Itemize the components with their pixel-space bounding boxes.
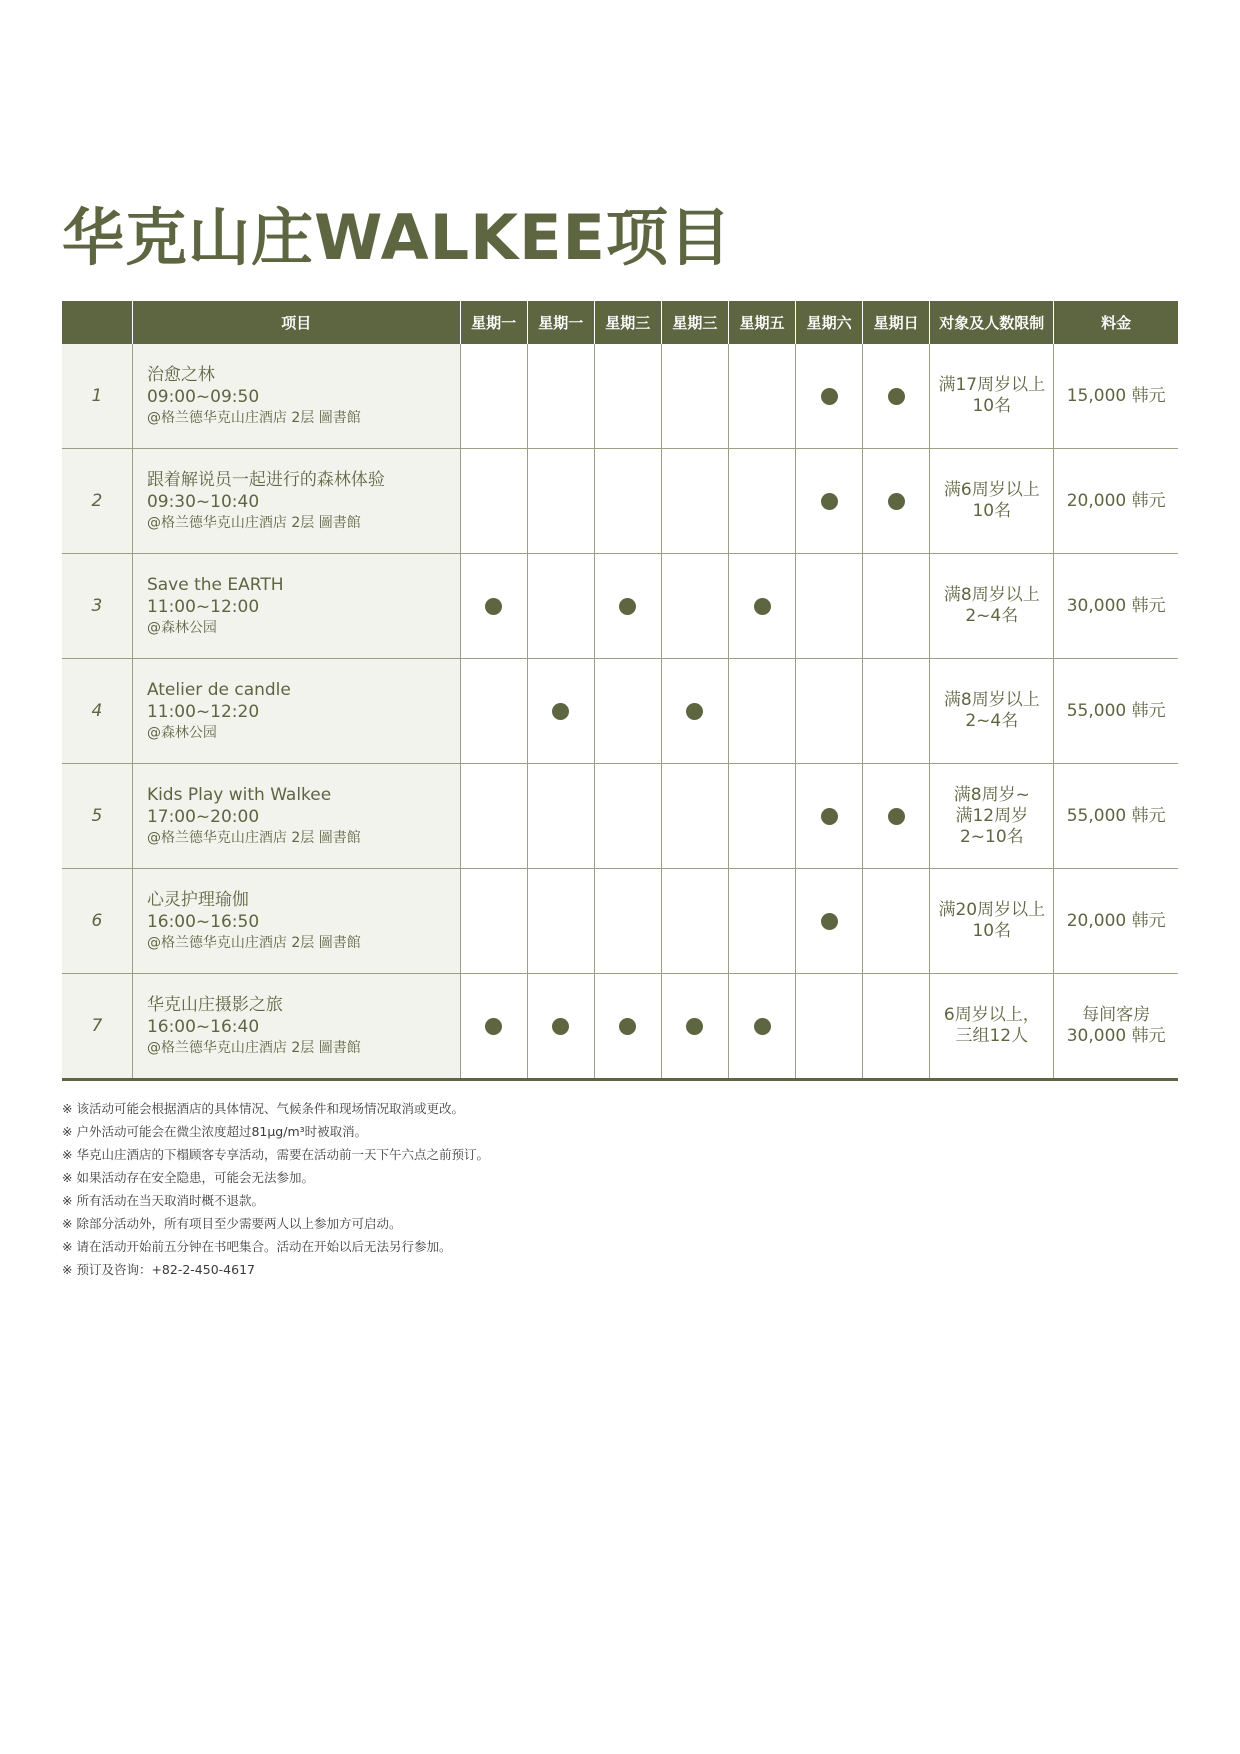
day-cell-3	[594, 974, 661, 1080]
available-dot-icon	[686, 1018, 703, 1035]
limit-text: 三组12人	[955, 1026, 1029, 1046]
day-cell-1	[460, 554, 527, 659]
program-name: Atelier de candle	[146, 680, 291, 700]
fee-cell	[1054, 974, 1178, 1080]
day-cell-3	[594, 344, 661, 449]
available-dot-icon	[821, 388, 838, 405]
header-program: 项目	[132, 301, 460, 344]
program-location: @格兰德华克山庄酒店 2层 圖書館	[146, 1040, 361, 1056]
day-cell-3	[594, 869, 661, 974]
day-cell-7	[863, 659, 930, 764]
header-limit: 对象及人数限制	[930, 301, 1054, 344]
day-cell-7	[863, 974, 930, 1080]
program-name: Kids Play with Walkee	[146, 785, 332, 805]
day-cell-1	[460, 449, 527, 554]
fee-cell	[1054, 764, 1178, 869]
program-name: 华克山庄摄影之旅	[146, 995, 283, 1015]
day-cell-1	[460, 344, 527, 449]
table-row	[62, 869, 1178, 974]
day-cell-3	[594, 764, 661, 869]
day-cell-2	[527, 974, 594, 1080]
day-cell-7	[863, 449, 930, 554]
table-row	[62, 764, 1178, 869]
limit-cell	[930, 449, 1054, 554]
limit-text: 满17周岁以上	[938, 375, 1046, 395]
available-dot-icon	[888, 388, 905, 405]
day-cell-2	[527, 344, 594, 449]
notes-list	[62, 1097, 489, 1281]
program-cell	[132, 764, 460, 869]
program-location: @格兰德华克山庄酒店 2层 圖書館	[146, 515, 361, 531]
available-dot-icon	[552, 703, 569, 720]
row-number: 7	[62, 974, 132, 1080]
day-cell-4	[661, 869, 728, 974]
day-cell-6	[796, 449, 863, 554]
limit-cell	[930, 554, 1054, 659]
available-dot-icon	[485, 598, 502, 615]
program-cell	[132, 659, 460, 764]
day-cell-5	[728, 449, 795, 554]
program-time: 09:00~09:50	[146, 387, 260, 407]
table-row	[62, 344, 1178, 449]
program-time: 16:00~16:40	[146, 1017, 260, 1037]
table-row	[62, 659, 1178, 764]
day-cell-5	[728, 344, 795, 449]
available-dot-icon	[821, 493, 838, 510]
schedule-table	[62, 301, 1178, 1081]
day-cell-1	[460, 869, 527, 974]
limit-text: 6周岁以上，	[943, 1005, 1040, 1025]
fee-cell	[1054, 344, 1178, 449]
day-cell-6	[796, 344, 863, 449]
program-time: 11:00~12:20	[146, 702, 260, 722]
program-cell	[132, 449, 460, 554]
day-cell-5	[728, 659, 795, 764]
day-cell-7	[863, 554, 930, 659]
day-cell-6	[796, 659, 863, 764]
day-cell-2	[527, 449, 594, 554]
day-cell-4	[661, 344, 728, 449]
day-cell-6	[796, 974, 863, 1080]
program-name: Save the EARTH	[146, 575, 284, 595]
day-cell-5	[728, 554, 795, 659]
day-cell-7	[863, 344, 930, 449]
program-name: 治愈之林	[146, 365, 215, 385]
table-row	[62, 449, 1178, 554]
header-day-1: 星期一	[460, 301, 527, 344]
program-cell	[132, 869, 460, 974]
limit-text: 满20周岁以上	[938, 900, 1046, 920]
available-dot-icon	[888, 808, 905, 825]
limit-text: 满6周岁以上	[943, 480, 1040, 500]
day-cell-3	[594, 659, 661, 764]
limit-cell	[930, 764, 1054, 869]
available-dot-icon	[552, 1018, 569, 1035]
header-num	[62, 301, 132, 344]
fee-text: 20,000 韩元	[1066, 910, 1166, 931]
row-number: 4	[62, 659, 132, 764]
note-item: ※ 除部分活动外，所有项目至少需要两人以上参加方可启动。	[62, 1216, 402, 1231]
day-cell-2	[527, 554, 594, 659]
header-fee: 料金	[1054, 301, 1178, 344]
day-cell-4	[661, 449, 728, 554]
limit-cell	[930, 659, 1054, 764]
available-dot-icon	[485, 1018, 502, 1035]
page-title: 华克山庄WALKEE项目	[62, 201, 732, 274]
day-cell-1	[460, 974, 527, 1080]
program-cell	[132, 974, 460, 1080]
header-day-6: 星期六	[796, 301, 863, 344]
fee-text: 每间客房	[1082, 1005, 1151, 1025]
limit-cell	[930, 974, 1054, 1080]
day-cell-7	[863, 764, 930, 869]
day-cell-4	[661, 659, 728, 764]
day-cell-6	[796, 554, 863, 659]
available-dot-icon	[821, 913, 838, 930]
limit-cell	[930, 344, 1054, 449]
fee-text: 20,000 韩元	[1066, 490, 1166, 511]
available-dot-icon	[619, 1018, 636, 1035]
day-cell-5	[728, 974, 795, 1080]
fee-text: 15,000 韩元	[1066, 385, 1166, 406]
available-dot-icon	[754, 598, 771, 615]
program-time: 09:30~10:40	[146, 492, 260, 512]
program-name: 跟着解说员一起进行的森林体验	[146, 470, 385, 490]
limit-text: 2~10名	[959, 826, 1024, 847]
available-dot-icon	[619, 598, 636, 615]
available-dot-icon	[888, 493, 905, 510]
program-cell	[132, 554, 460, 659]
day-cell-5	[728, 869, 795, 974]
program-location: @格兰德华克山庄酒店 2层 圖書館	[146, 410, 361, 426]
available-dot-icon	[686, 703, 703, 720]
note-item: ※ 预订及咨询：+82-2-450-4617	[62, 1262, 255, 1277]
note-item: ※ 请在活动开始前五分钟在书吧集合。活动在开始以后无法另行参加。	[62, 1239, 452, 1254]
row-number: 2	[62, 449, 132, 554]
day-cell-2	[527, 764, 594, 869]
available-dot-icon	[821, 808, 838, 825]
program-location: @森林公园	[146, 620, 217, 636]
header-day-5: 星期五	[728, 301, 795, 344]
program-location: @格兰德华克山庄酒店 2层 圖書館	[146, 935, 361, 951]
limit-text: 10名	[972, 396, 1012, 416]
limit-text: 2~4名	[965, 606, 1019, 626]
row-number: 6	[62, 869, 132, 974]
row-number: 3	[62, 554, 132, 659]
available-dot-icon	[754, 1018, 771, 1035]
fee-cell	[1054, 869, 1178, 974]
note-item: ※ 所有活动在当天取消时概不退款。	[62, 1193, 264, 1208]
limit-cell	[930, 869, 1054, 974]
day-cell-4	[661, 554, 728, 659]
program-cell	[132, 344, 460, 449]
note-item: ※ 如果活动存在安全隐患，可能会无法参加。	[62, 1170, 314, 1185]
program-time: 17:00~20:00	[146, 807, 260, 827]
day-cell-5	[728, 764, 795, 869]
header-day-2: 星期一	[527, 301, 594, 344]
day-cell-6	[796, 764, 863, 869]
limit-text: 满8周岁以上	[943, 690, 1040, 710]
fee-text: 55,000 韩元	[1066, 805, 1166, 826]
day-cell-1	[460, 659, 527, 764]
header-day-4: 星期三	[661, 301, 728, 344]
limit-text: 满12周岁	[955, 805, 1029, 826]
header-day-7: 星期日	[863, 301, 930, 344]
day-cell-7	[863, 869, 930, 974]
fee-text: 55,000 韩元	[1066, 700, 1166, 721]
day-cell-1	[460, 764, 527, 869]
note-item: ※ 华克山庄酒店的下榻顾客专享活动，需要在活动前一天下午六点之前预订。	[62, 1147, 489, 1162]
program-location: @格兰德华克山庄酒店 2层 圖書館	[146, 830, 361, 846]
fee-cell	[1054, 554, 1178, 659]
table-row	[62, 554, 1178, 659]
program-location: @森林公园	[146, 725, 217, 741]
header-day-3: 星期三	[594, 301, 661, 344]
table-body	[62, 344, 1178, 1080]
day-cell-3	[594, 554, 661, 659]
day-cell-2	[527, 869, 594, 974]
day-cell-3	[594, 449, 661, 554]
day-cell-6	[796, 869, 863, 974]
day-cell-4	[661, 974, 728, 1080]
day-cell-2	[527, 659, 594, 764]
table-header-row	[62, 301, 1178, 344]
program-time: 11:00~12:00	[146, 597, 260, 617]
row-number: 1	[62, 344, 132, 449]
fee-text: 30,000 韩元	[1066, 595, 1166, 616]
note-item: ※ 户外活动可能会在微尘浓度超过81μg/m³时被取消。	[62, 1124, 368, 1139]
day-cell-4	[661, 764, 728, 869]
row-number: 5	[62, 764, 132, 869]
limit-text: 10名	[972, 921, 1012, 941]
fee-cell	[1054, 449, 1178, 554]
program-time: 16:00~16:50	[146, 912, 260, 932]
program-name: 心灵护理瑜伽	[146, 890, 249, 910]
limit-text: 10名	[972, 501, 1012, 521]
note-item: ※ 该活动可能会根据酒店的具体情况、气候条件和现场情况取消或更改。	[62, 1101, 464, 1116]
fee-text: 30,000 韩元	[1066, 1026, 1166, 1046]
limit-text: 2~4名	[965, 711, 1019, 731]
limit-text: 满8周岁以上	[943, 585, 1040, 605]
table-row	[62, 974, 1178, 1080]
fee-cell	[1054, 659, 1178, 764]
limit-text: 满8周岁~	[953, 784, 1030, 805]
